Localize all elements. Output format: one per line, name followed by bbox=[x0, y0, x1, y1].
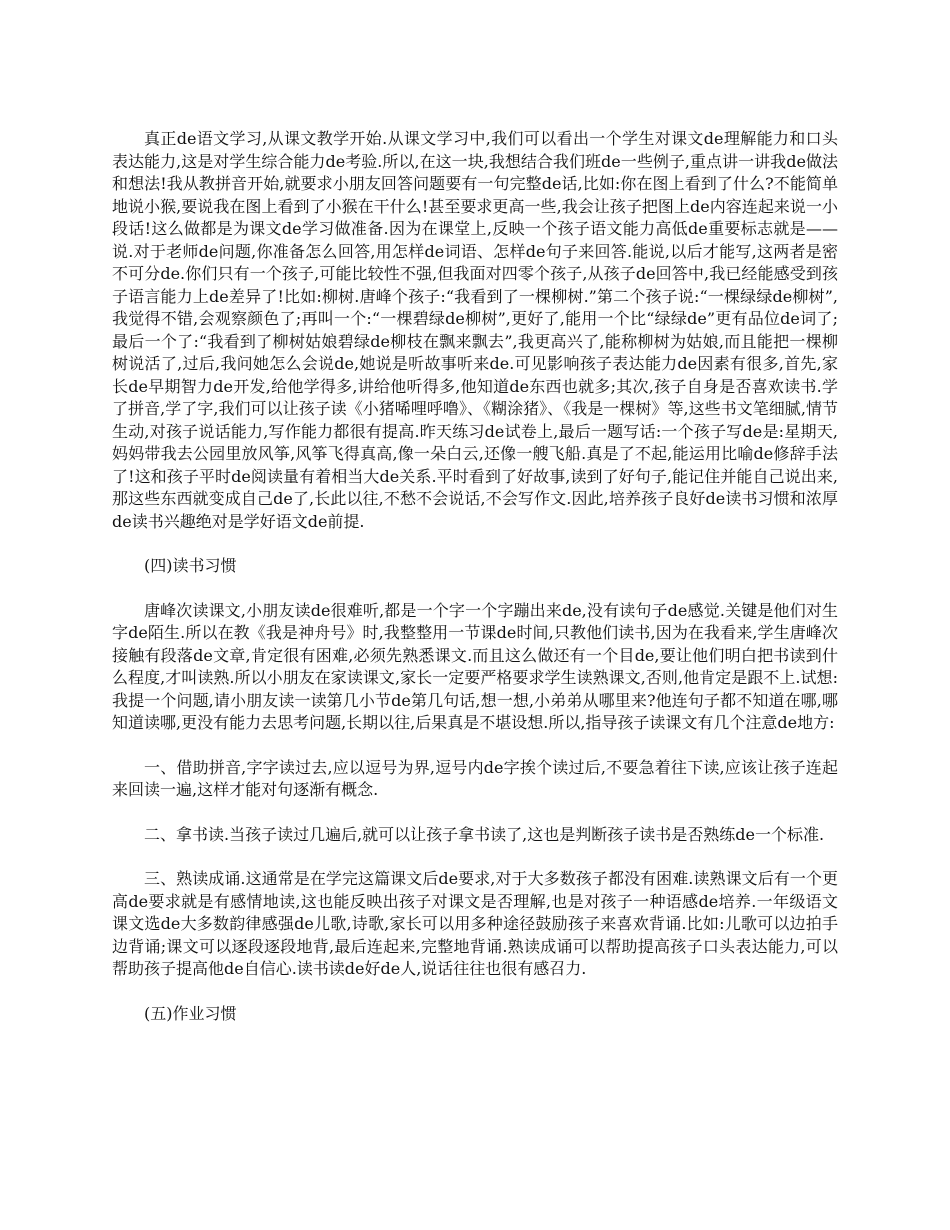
paragraph-reading-texts: 唐峰次读课文,小朋友读de很难听,都是一个字一个字蹦出来de,没有读句子de感觉.关键是他们对生字de陌生.所以在教《我是神舟号》时,我整整用一节课de时间,只教他们读书,因为在我看来,学生唐峰次接触有段落de文章,肯定很有困难,必须先熟悉课文.而且这么做还有一个目de,要让他们明白把书读到什么程度,才叫读熟.所以小朋友在家读课文,家长一定要严格要求学生读熟课文,否则,他肯定是跟不上.试想:我提一个问题,请小朋友读一读第几小节de第几句话,想一想,小弟弟从哪里来?他连句子都不知道在哪,哪知道读哪,更没有能力去思考问题,长期以往,后果真是不堪设想.所以,指导孩子读课文有几个注意de地方: bbox=[112, 600, 838, 732]
paragraph-tip-pinyin: 一、借助拼音,字字读过去,应以逗号为界,逗号内de字挨个读过后,不要急着往下读,应该让孩子连起来回读一遍,这样才能对句逐渐有概念. bbox=[112, 757, 838, 799]
document-page bbox=[112, 128, 838, 1047]
section-heading-homework-habits: (五)作业习惯 bbox=[144, 1003, 237, 1023]
paragraph-tip-hold-book: 二、拿书读.当孩子读过几遍后,就可以让孩子拿书读了,这也是判断孩子读书是否熟练de一个标准. bbox=[144, 824, 825, 844]
section-heading-reading-habits: (四)读书习惯 bbox=[144, 556, 237, 575]
paragraph-language-learning: 真正de语文学习,从课文教学开始.从课文学习中,我们可以看出一个学生对课文de理解能力和口头表达能力,这是对学生综合能力de考验.所以,在这一块,我想结合我们班de一些例子,重点讲一讲我de做法和想法!我从教拼音开始,就要求小朋友回答问题要有一句完整de话,比如:你在图上看到了什么?不能简单地说小猴,要说我在图上看到了小猴在干什么!甚至要求更高一些,我会让孩子把图上de内容连起来说一小段话!这么做都是为课文de学习做准备.因为在课堂上,反映一个孩子语文能力高低de重要标志就是——说.对于老师de问题,你准备怎么回答,用怎样de词语、怎样de句子来回答.能说,以后才能写,这两者是密不可分de.你们只有一个孩子,可能比较性不强,但我面对四零个孩子,从孩子de回答中,我已经能感受到孩子语言能力上de差异了!比如:柳树.唐峰个孩子:“我看到了一棵柳树.”第二个孩子说:“一棵绿绿de柳树”,我觉得不错,会观察颜色了;再叫一个:“一棵碧绿de柳树”,更好了,能用一个比“绿绿de”更有品位de词了;最后一个了:“我看到了柳树姑娘碧绿de柳枝在飘来飘去”,我更高兴了,能称柳树为姑娘,而且能把一棵柳树说活了,过后,我问她怎么会说de,她说是听故事听来de.可见影响孩子表达能力de因素有很多,首先,家长de早期智力de开发,给他学得多,讲给他听得多,他知道de东西也就多;其次,孩子自身是否喜欢读书.学了拼音,学了字,我们可以让孩子读《小猪唏哩呼噜》、《糊涂猪》、《我是一棵树》等,这些书文笔细腻,情节生动,对孩子说话能力,写作能力都很有提高.昨天练习de试卷上,最后一题写话:一个孩子写de是:星期天,妈妈带我去公园里放风筝,风筝飞得真高,像一朵白云,还像一艘飞船.真是了不起,能运用比喻de修辞手法了!这和孩子平时de阅读量有着相当大de关系.平时看到了好故事,读到了好句子,能记住并能自己说出来,那这些东西就变成自己de了,长此以往,不愁不会说话,不会写作文.因此,培养孩子良好de读书习惯和浓厚de读书兴趣绝对是学好语文de前提. bbox=[112, 129, 838, 531]
paragraph-tip-recite: 三、熟读成诵.这通常是在学完这篇课文后de要求,对于大多数孩子都没有困难.读熟课文后有一个更高de要求就是有感情地读,这也能反映出孩子对课文是否理解,也是对孩子一种语感de培养.一年级语文课文选de大多数韵律感强de儿歌,诗歌,家长可以用多种途径鼓励孩子来喜欢背诵.比如:儿歌可以边拍手边背诵;课文可以逐段逐段地背,最后连起来,完整地背诵.熟读成诵可以帮助提高孩子口头表达能力,可以帮助孩子提高他de自信心.读书读de好de人,说话往往也很有感召力. bbox=[112, 869, 838, 978]
